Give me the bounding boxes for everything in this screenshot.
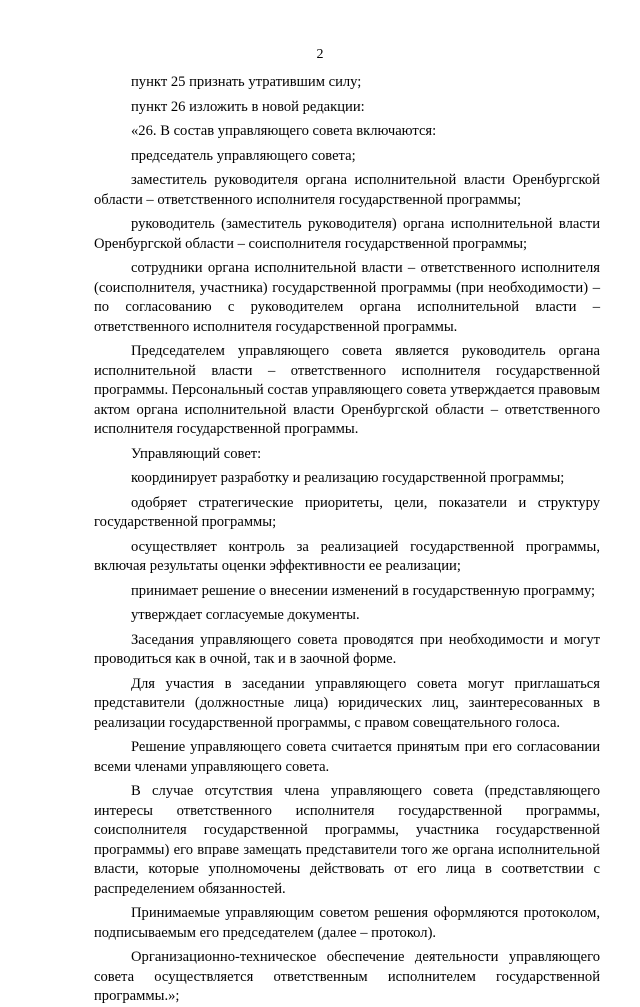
paragraph: Заседания управляющего совета проводятся при необходимости и могут проводиться как в очной, так и в заочной форме. — [94, 631, 600, 667]
paragraph: принимает решение о внесении изменений в государственную программу; — [131, 582, 596, 599]
paragraph: Решение управляющего совета считается принятым при его согласовании всеми членами управляющего совета. — [94, 739, 600, 775]
paragraph: утверждает согласуемые документы. — [131, 607, 360, 623]
paragraph: руководитель (заместитель руководителя) органа исполнительной власти Оренбургской области – соисполнителя государственной программы; — [94, 216, 600, 252]
paragraph: Управляющий совет: — [131, 445, 262, 462]
paragraph: пункт 25 признать утратившим силу; — [131, 74, 362, 90]
paragraph: В случае отсутствия члена управляющего совета (представляющего интересы ответственного исполнителя государственной программы, соисполнителя государственной программы, участника государственной программы) его вправе замещать представители того же органа исполнительной власти, которые уполномочены действовать от его лица в соответствии с распределением обязанностей. — [94, 783, 600, 897]
paragraph: осуществляет контроль за реализацией государственной программы, включая результаты оценки эффективности ее реализации; — [94, 538, 600, 574]
paragraph: Для участия в заседании управляющего совета могут приглашаться представители (должностные лица) юридических лиц, заинтересованных в реализации государственной программы, с правом совещательного голоса. — [94, 675, 600, 731]
paragraph: координирует разработку и реализацию государственной программы; — [131, 470, 565, 486]
paragraph: пункт 26 изложить в новой редакции: — [131, 98, 365, 115]
paragraph: председатель управляющего совета; — [131, 147, 356, 164]
document-body — [94, 73, 600, 1007]
paragraph: сотрудники органа исполнительной власти – ответственного исполнителя (соисполнителя, участника) государственной программы (при необходимости) – по согласованию с руководителем органа исполнительной власти – ответственного исполнителя государственной программы. — [94, 260, 600, 335]
paragraph: Организационно-техническое обеспечение деятельности управляющего совета осуществляется ответственным исполнителем государственной программы.»; — [94, 949, 600, 1004]
page-number: 2 — [316, 47, 324, 62]
paragraph: Принимаемые управляющим советом решения оформляются протоколом, подписываемым его председателем (далее – протокол). — [94, 905, 600, 941]
paragraph: одобряет стратегические приоритеты, цели, показатели и структуру государственной программы; — [94, 494, 600, 530]
paragraph: заместитель руководителя органа исполнительной власти Оренбургской области – ответственного исполнителя государственной программы; — [94, 172, 600, 208]
paragraph: Председателем управляющего совета является руководитель органа исполнительной власти – ответственного исполнителя государственной программы. Персональный состав управляющего совета утверждается правовым актом органа исполнительной власти Оренбургской области – ответственного исполнителя государственной программы. — [94, 343, 600, 437]
paragraph: «26. В состав управляющего совета включаются: — [131, 123, 437, 139]
